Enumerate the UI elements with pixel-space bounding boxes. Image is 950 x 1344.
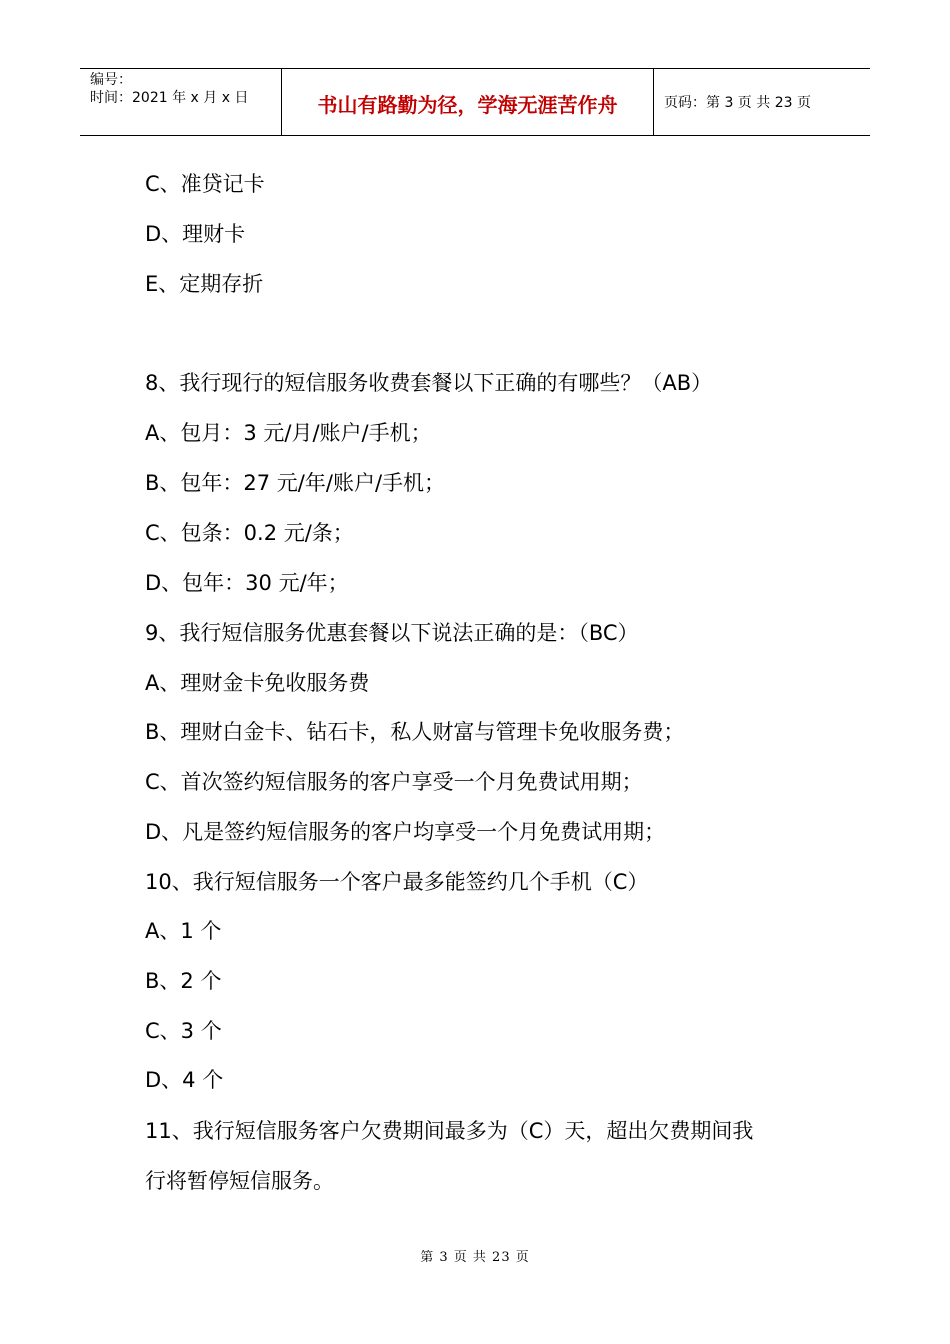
- document-number-label: 编号：: [90, 72, 132, 88]
- option-line: B、包年：27 元/年/账户/手机；: [145, 471, 446, 495]
- question-line-continued: 行将暂停短信服务。: [145, 1169, 334, 1193]
- option-line: B、理财白金卡、钻石卡，私人财富与管理卡免收服务费；: [145, 720, 685, 744]
- option-line: D、凡是签约短信服务的客户均享受一个月免费试用期；: [145, 820, 666, 844]
- option-line: C、3 个: [145, 1019, 222, 1043]
- option-line: E、定期存折: [145, 272, 264, 296]
- question-line: 8、我行现行的短信服务收费套餐以下正确的有哪些？（AB）: [145, 371, 713, 395]
- question-line: 11、我行短信服务客户欠费期间最多为（C）天，超出欠费期间我: [145, 1119, 754, 1143]
- question-line: 10、我行短信服务一个客户最多能签约几个手机（C）: [145, 870, 649, 894]
- option-line: A、包月：3 元/月/账户/手机；: [145, 421, 432, 445]
- header-motto: 书山有路勤为径，学海无涯苦作舟: [282, 69, 654, 135]
- header-page-info: 页码：第 3 页 共 23 页: [664, 95, 811, 111]
- option-line: D、理财卡: [145, 222, 246, 246]
- option-line: D、包年：30 元/年；: [145, 571, 349, 595]
- question-line: 9、我行短信服务优惠套餐以下说法正确的是：（BC）: [145, 621, 639, 645]
- option-line: B、2 个: [145, 969, 222, 993]
- page-footer: 第 3 页 共 23 页: [420, 1250, 530, 1265]
- page-header: [80, 68, 870, 136]
- option-line: A、理财金卡免收服务费: [145, 671, 370, 695]
- option-line: C、首次签约短信服务的客户享受一个月免费试用期；: [145, 770, 643, 794]
- header-meta: [80, 69, 282, 135]
- document-time-label: 时间：2021 年 x 月 x 日: [90, 90, 249, 106]
- option-line: D、4 个: [145, 1068, 224, 1092]
- option-line: C、准贷记卡: [145, 172, 265, 196]
- option-line: A、1 个: [145, 919, 222, 943]
- option-line: C、包条：0.2 元/条；: [145, 521, 354, 545]
